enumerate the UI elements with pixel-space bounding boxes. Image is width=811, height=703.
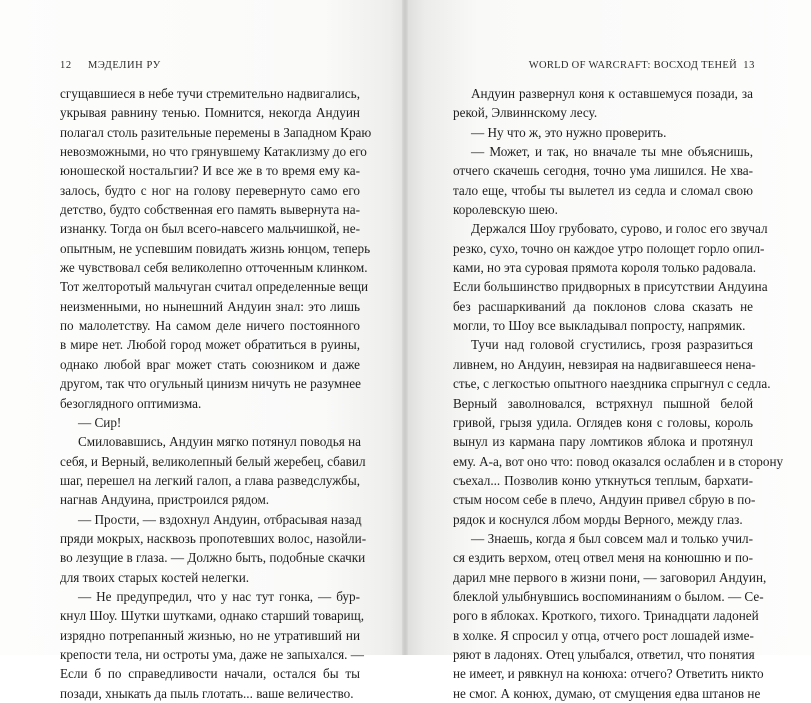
right-page-body [453, 84, 784, 703]
text-line: в мире нет. Любой город может обратиться в руины, [60, 337, 360, 353]
text-line: не смог. А конюх, думаю, от смущения едва штанов не [453, 685, 761, 701]
text-line: ками, но эта суровая прямота короля только радовала. [453, 260, 757, 276]
text-line: безоглядного оптимизма. [60, 395, 202, 411]
text-line: — Может, и так, но вначале ты мне объяснишь, [471, 144, 753, 160]
text-line: Верный заволновался, встряхнул пышной белой [453, 395, 753, 411]
text-line: невозможными, но что грянувшему Катаклизму до его [60, 144, 367, 160]
text-line: вынул из кармана пару ломтиков яблока и протянул [453, 434, 753, 450]
text-line: рого в яблоках. Кроткого, тихого. Тринадцати ладоней [453, 608, 759, 624]
text-line: Держался Шоу грубовато, сурово, и голос его звучал [471, 221, 768, 237]
text-line: по малолетству. На самом деле ничего постоянного [60, 318, 360, 334]
text-line: без расшаркиваний да поклонов слова сказать не [453, 298, 753, 314]
page-number-left: 12 [60, 60, 72, 71]
text-line: сгущавшиеся в небе тучи стремительно надвигались, [60, 86, 360, 101]
text-line: рекой, Элвиннскому лесу. [453, 105, 598, 121]
text-line: тало еще, чтобы ты вылетел из седла и сломал свою [453, 182, 753, 198]
text-line: во лезущие в глаза. — Должно быть, подобные скачки [60, 550, 366, 566]
left-page-body [60, 84, 372, 703]
text-line: стым носом себе в плечо, Андуин привел сбрую в по- [453, 492, 756, 508]
text-line: стье, с легкостью опытного наездника спрыгнул с седла. [453, 376, 771, 392]
text-line: Если б по справедливости начали, остался бы ты [60, 666, 360, 682]
text-line: опытным, не успевшим повидать жизнь юнцом, теперь [60, 240, 371, 256]
text-line: не имеет, и рявкнул на конюха: отчего? Ответить никто [453, 666, 764, 682]
left-page [0, 0, 405, 701]
text-line: крепости тела, ни остроты ума, даже не запыхался. — [60, 646, 364, 662]
text-line: укрывая равнину тенью. Помнится, некогда Андуин [60, 105, 360, 121]
text-line: — Не предупредил, что у нас тут гонка, — бур- [78, 588, 360, 604]
text-line: залось, будто с ног на голову перевернуто само его [60, 182, 360, 198]
text-line: — Прости, — вздохнул Андуин, отбрасывая назад [78, 511, 362, 527]
text-line: юношеской ностальгии? И все же в то время ему ка- [60, 163, 360, 179]
text-line: полагал столь разительные перемены в Западном Краю [60, 124, 372, 140]
text-line: изнанку. Тогда он был всего-навсего мальчишкой, не- [60, 221, 360, 237]
text-line: ся ездить верхом, отец отвел меня на конюшню и по- [453, 550, 753, 566]
text-line: пряди мокрых, насквозь пропотевших волос, назойли- [60, 530, 367, 546]
text-line: изрядно потрепанный жизнью, но не утративший ни [60, 627, 360, 643]
text-line: рядок и коснулся лбом морды Верного, между глаз. [453, 511, 743, 527]
text-line: Если большинство придворных в присутствии Андуина [453, 279, 768, 295]
text-line: Тот желторотый мальчуган считал определенные вещи [60, 279, 369, 295]
text-line: детство, будто собственная его память вывернута на- [60, 202, 360, 218]
running-head-title: WORLD OF WARCRAFT: ВОСХОД ТЕНЕЙ [528, 60, 737, 71]
text-line: ливнем, но Андуин, невзирая на надвигавшееся нена- [453, 356, 756, 372]
text-line: королевскую шею. [453, 202, 558, 218]
text-line: съехал... Позволив коню уткнуться теплым, бархати- [453, 472, 753, 488]
text-line: нагнав Андуина, пристроился рядом. [60, 492, 270, 508]
text-line: позади, хныкать да пыль глотать... ваше величество. [60, 685, 354, 701]
text-line: блеклой улыбнувшись воспоминаниям о былом. — Се- [453, 588, 764, 604]
page-number-right: 13 [743, 60, 755, 71]
text-line: в холке. Я спросил у отца, отчего рост лошадей изме- [453, 627, 754, 643]
text-line: — Сир! [78, 414, 122, 430]
text-line: ряют в ладонях. Отец улыбался, ответил, что понятия [453, 646, 755, 662]
text-line: Тучи над головой сгустились, грозя разразиться [471, 337, 753, 353]
text-line: для твоих старых костей нелегки. [60, 569, 250, 585]
text-line: неизменными, но нынешний Андуин знал: это лишь [60, 298, 360, 314]
text-line: — Знаешь, когда я был совсем мал и только учил- [471, 530, 753, 546]
text-line: отчего скачешь сегодня, точно ума лишился. Не хва- [453, 163, 753, 179]
text-line: Андуин развернул коня к оставшемуся позади, за [471, 86, 753, 101]
text-line: гривой, грызя удила. Оглядев коня с головы, король [453, 414, 753, 430]
text-line: другом, так что огульный цинизм ничуть не разумнее [60, 376, 361, 392]
text-line: резко, сухо, точно он каждое утро полощет горло опил- [453, 240, 765, 256]
text-line: однако любой враг может стать союзником и даже [60, 356, 360, 372]
text-line: себя, и Верный, великолепный белый жеребец, сбавил [60, 453, 366, 469]
running-head-author: МЭДЕЛИН РУ [88, 60, 161, 71]
text-line: Смиловавшись, Андуин мягко потянул поводья на [78, 434, 362, 450]
text-line: ему. А-а, вот оно что: повод оказался ослаблен и в сторону [453, 453, 784, 469]
text-line: могли, то Шоу все выкладывал попросту, напрямик. [453, 318, 746, 334]
text-line: кнул Шоу. Шутки шутками, однако старший товарищ, [60, 608, 365, 624]
text-line: шаг, перешел на легкий галоп, а глава разведслужбы, [60, 472, 360, 488]
text-line: — Ну что ж, это нужно проверить. [471, 124, 667, 140]
text-line: же чувствовал себя великолепно отточенным клинком. [60, 260, 368, 276]
book-gutter [402, 0, 408, 655]
text-line: дарил мне первого в жизни пони, — заговорил Андуин, [453, 569, 767, 585]
